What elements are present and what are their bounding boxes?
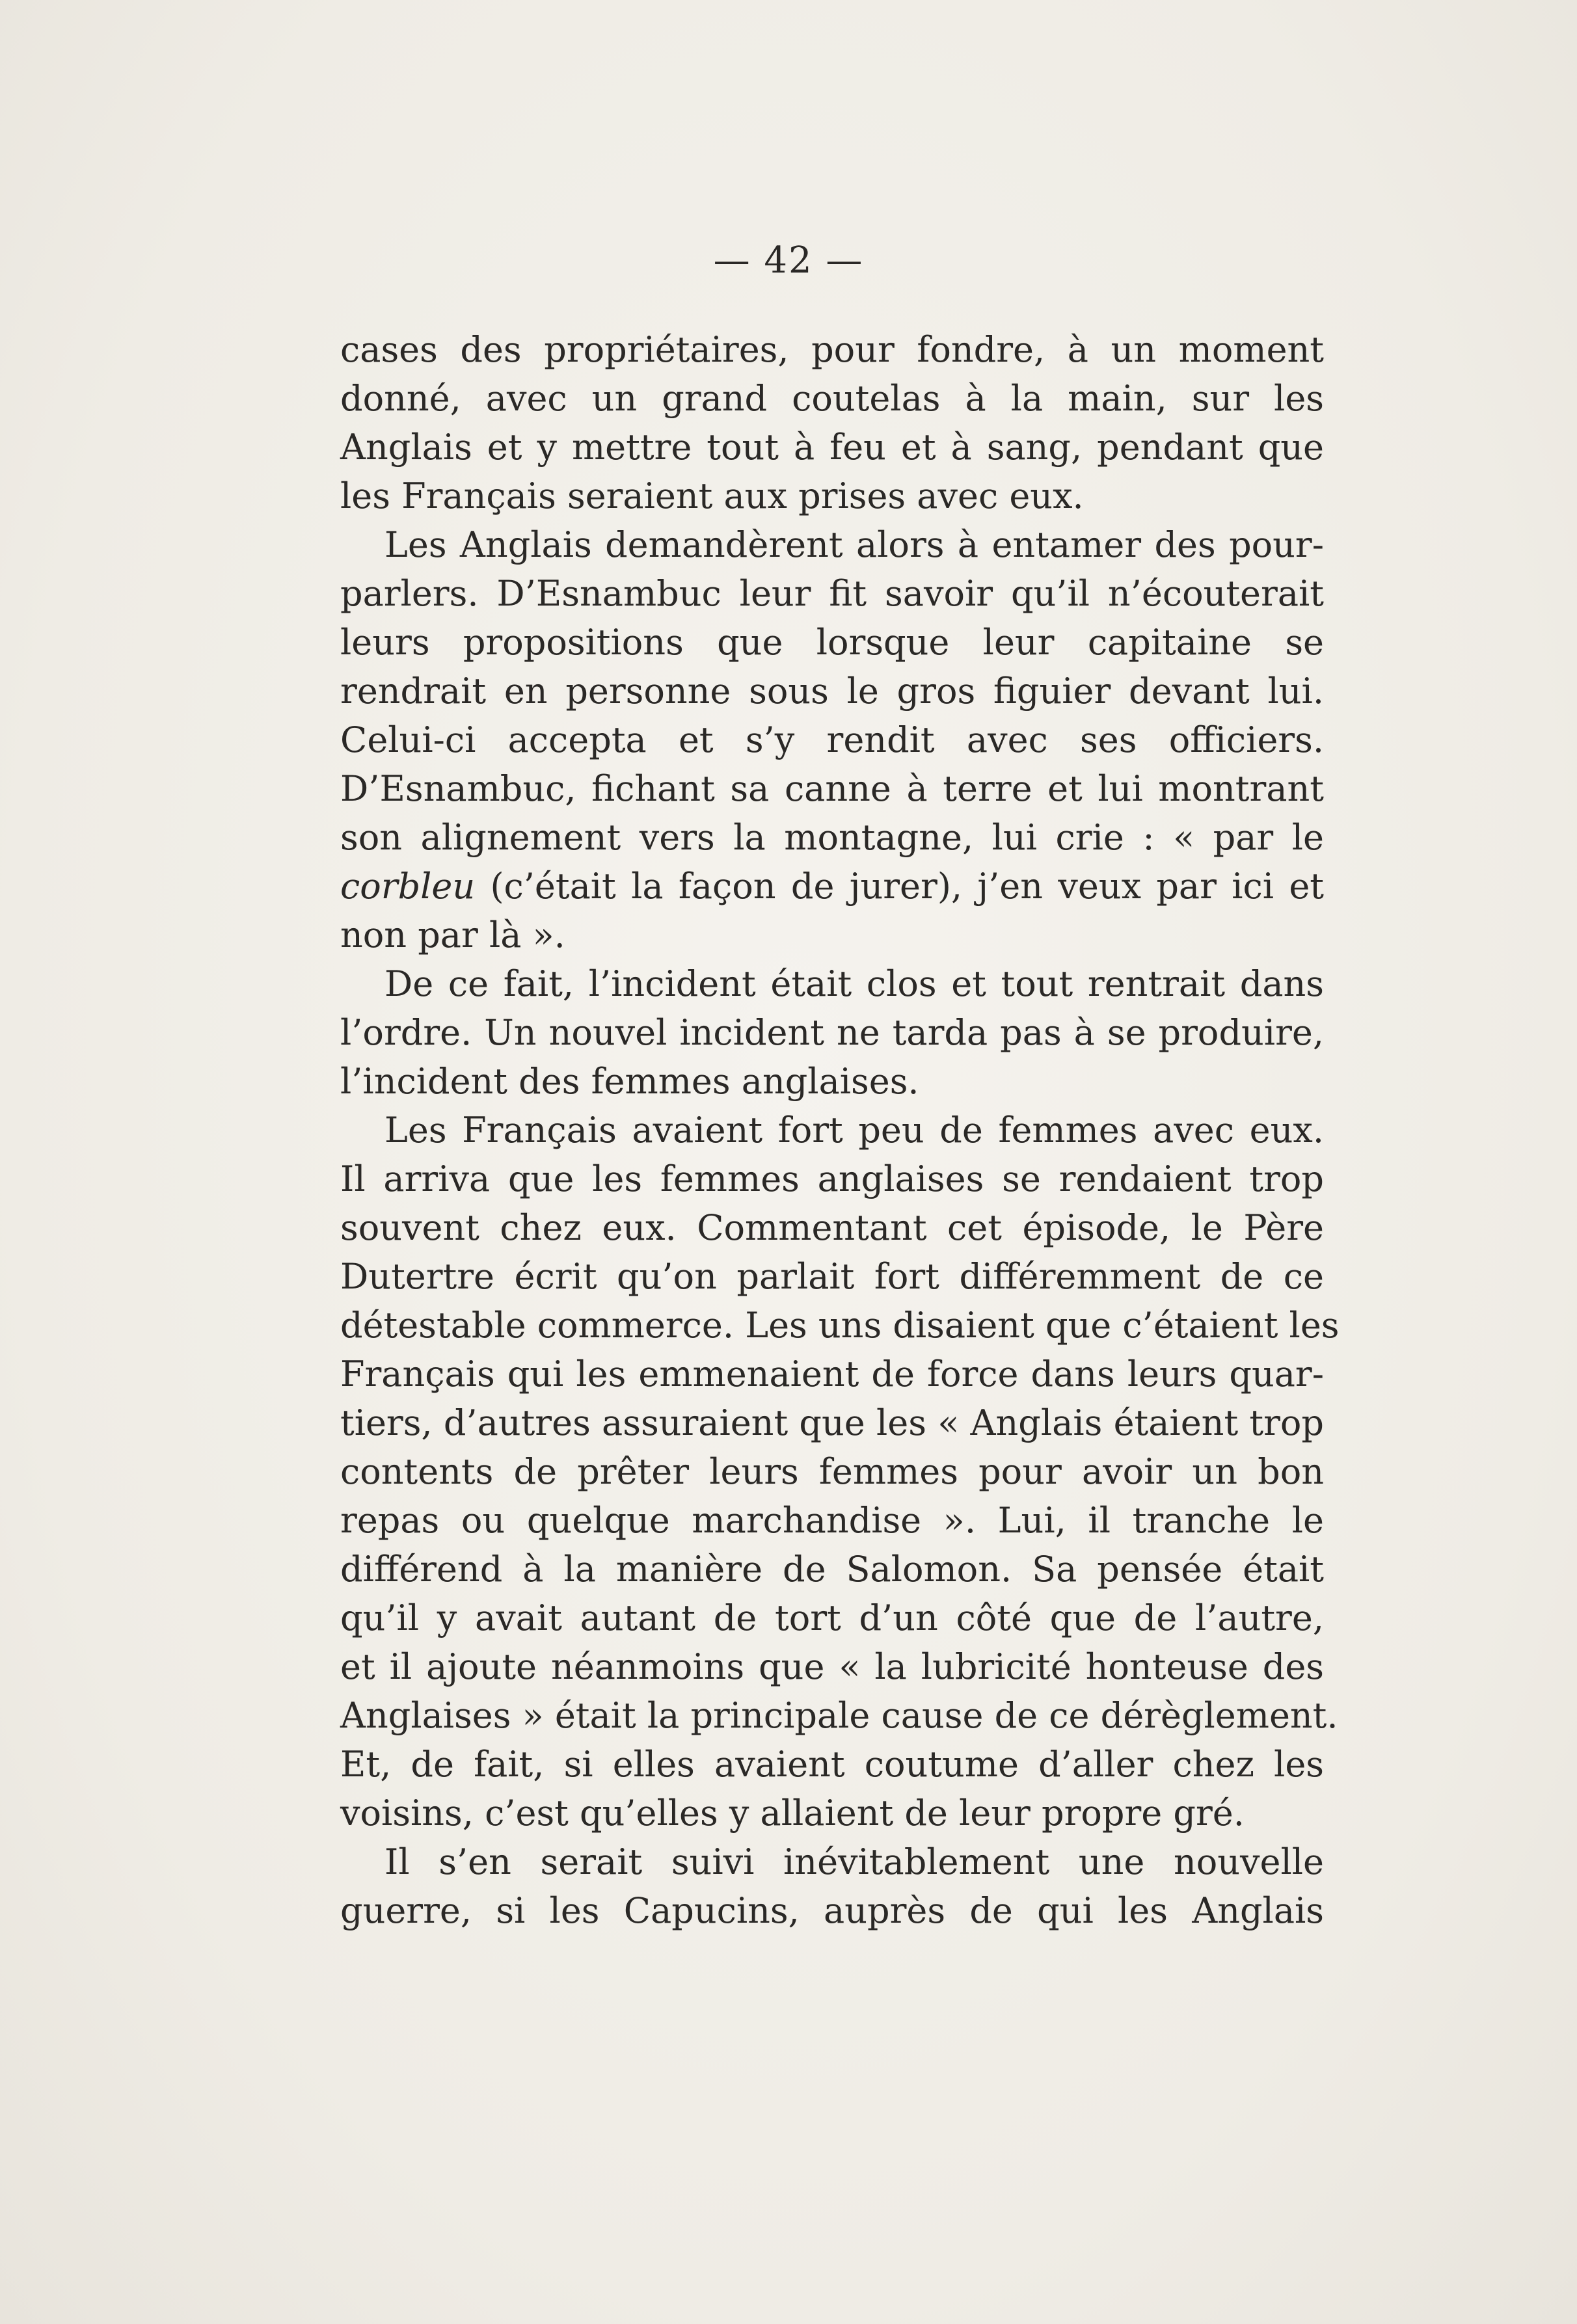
text-line: l’ordre. Un nouvel incident ne tarda pas à se produire,: [340, 1012, 1324, 1053]
text-line: repas ou quelque marchandise ». Lui, il tranche le: [340, 1500, 1324, 1541]
text-line: Anglais et y mettre tout à feu et à sang, pendant que: [340, 427, 1324, 468]
text-line: Français qui les emmenaient de force dans leurs quar-: [340, 1354, 1324, 1395]
text-line: leurs propositions que lorsque leur capitaine se: [340, 622, 1324, 663]
text-line: et il ajoute néanmoins que « la lubricité honteuse des: [340, 1646, 1324, 1687]
page-number: — 42 —: [713, 239, 864, 282]
text-line: De ce fait, l’incident était clos et tout rentrait dans: [384, 963, 1324, 1004]
text-line: cases des propriétaires, pour fondre, à un moment: [340, 329, 1324, 370]
text-line: Celui-ci accepta et s’y rendit avec ses officiers.: [340, 719, 1324, 760]
text-line: Il s’en serait suivi inévitablement une nouvelle: [384, 1841, 1324, 1882]
text-line: souvent chez eux. Commentant cet épisode, le Père: [340, 1207, 1324, 1248]
text-line: guerre, si les Capucins, auprès de qui les Anglais: [340, 1890, 1324, 1931]
text-line: son alignement vers la montagne, lui crie : « par le: [340, 817, 1324, 858]
text-line: Dutertre écrit qu’on parlait fort différemment de ce: [340, 1256, 1324, 1297]
text-line: donné, avec un grand coutelas à la main, sur les: [340, 378, 1324, 419]
text-line: différend à la manière de Salomon. Sa pensée était: [340, 1549, 1324, 1590]
body-text: [340, 325, 1340, 1935]
text-line: non par là ».: [340, 915, 565, 955]
text-line: qu’il y avait autant de tort d’un côté que de l’autre,: [340, 1597, 1324, 1638]
text-line: l’incident des femmes anglaises.: [340, 1061, 919, 1102]
line-text: (c’était la façon de jurer), j’en veux par ici et: [475, 866, 1324, 907]
text-line: Les Anglais demandèrent alors à entamer des pour-: [384, 524, 1324, 565]
text-line: Anglaises » était la principale cause de ce dérèglement.: [340, 1695, 1338, 1736]
text-line: Il arriva que les femmes anglaises se rendaient trop: [340, 1158, 1324, 1199]
text-line: contents de prêter leurs femmes pour avoir un bon: [340, 1451, 1324, 1492]
text-line: Et, de fait, si elles avaient coutume d’aller chez les: [340, 1744, 1324, 1785]
text-line: les Français seraient aux prises avec eux.: [340, 475, 1084, 516]
text-line: [340, 862, 1324, 911]
text-line: rendrait en personne sous le gros figuier devant lui.: [340, 671, 1324, 712]
text-line: parlers. D’Esnambuc leur fit savoir qu’il n’écouterait: [340, 573, 1324, 614]
italic-word: corbleu: [340, 866, 476, 907]
text-line: voisins, c’est qu’elles y allaient de leur propre gré.: [340, 1793, 1245, 1834]
text-line: tiers, d’autres assuraient que les « Anglais étaient trop: [340, 1402, 1324, 1443]
text-line: détestable commerce. Les uns disaient que c’étaient les: [340, 1305, 1340, 1346]
text-line: Les Français avaient fort peu de femmes avec eux.: [384, 1110, 1324, 1151]
text-line: D’Esnambuc, fichant sa canne à terre et lui montrant: [340, 768, 1324, 809]
